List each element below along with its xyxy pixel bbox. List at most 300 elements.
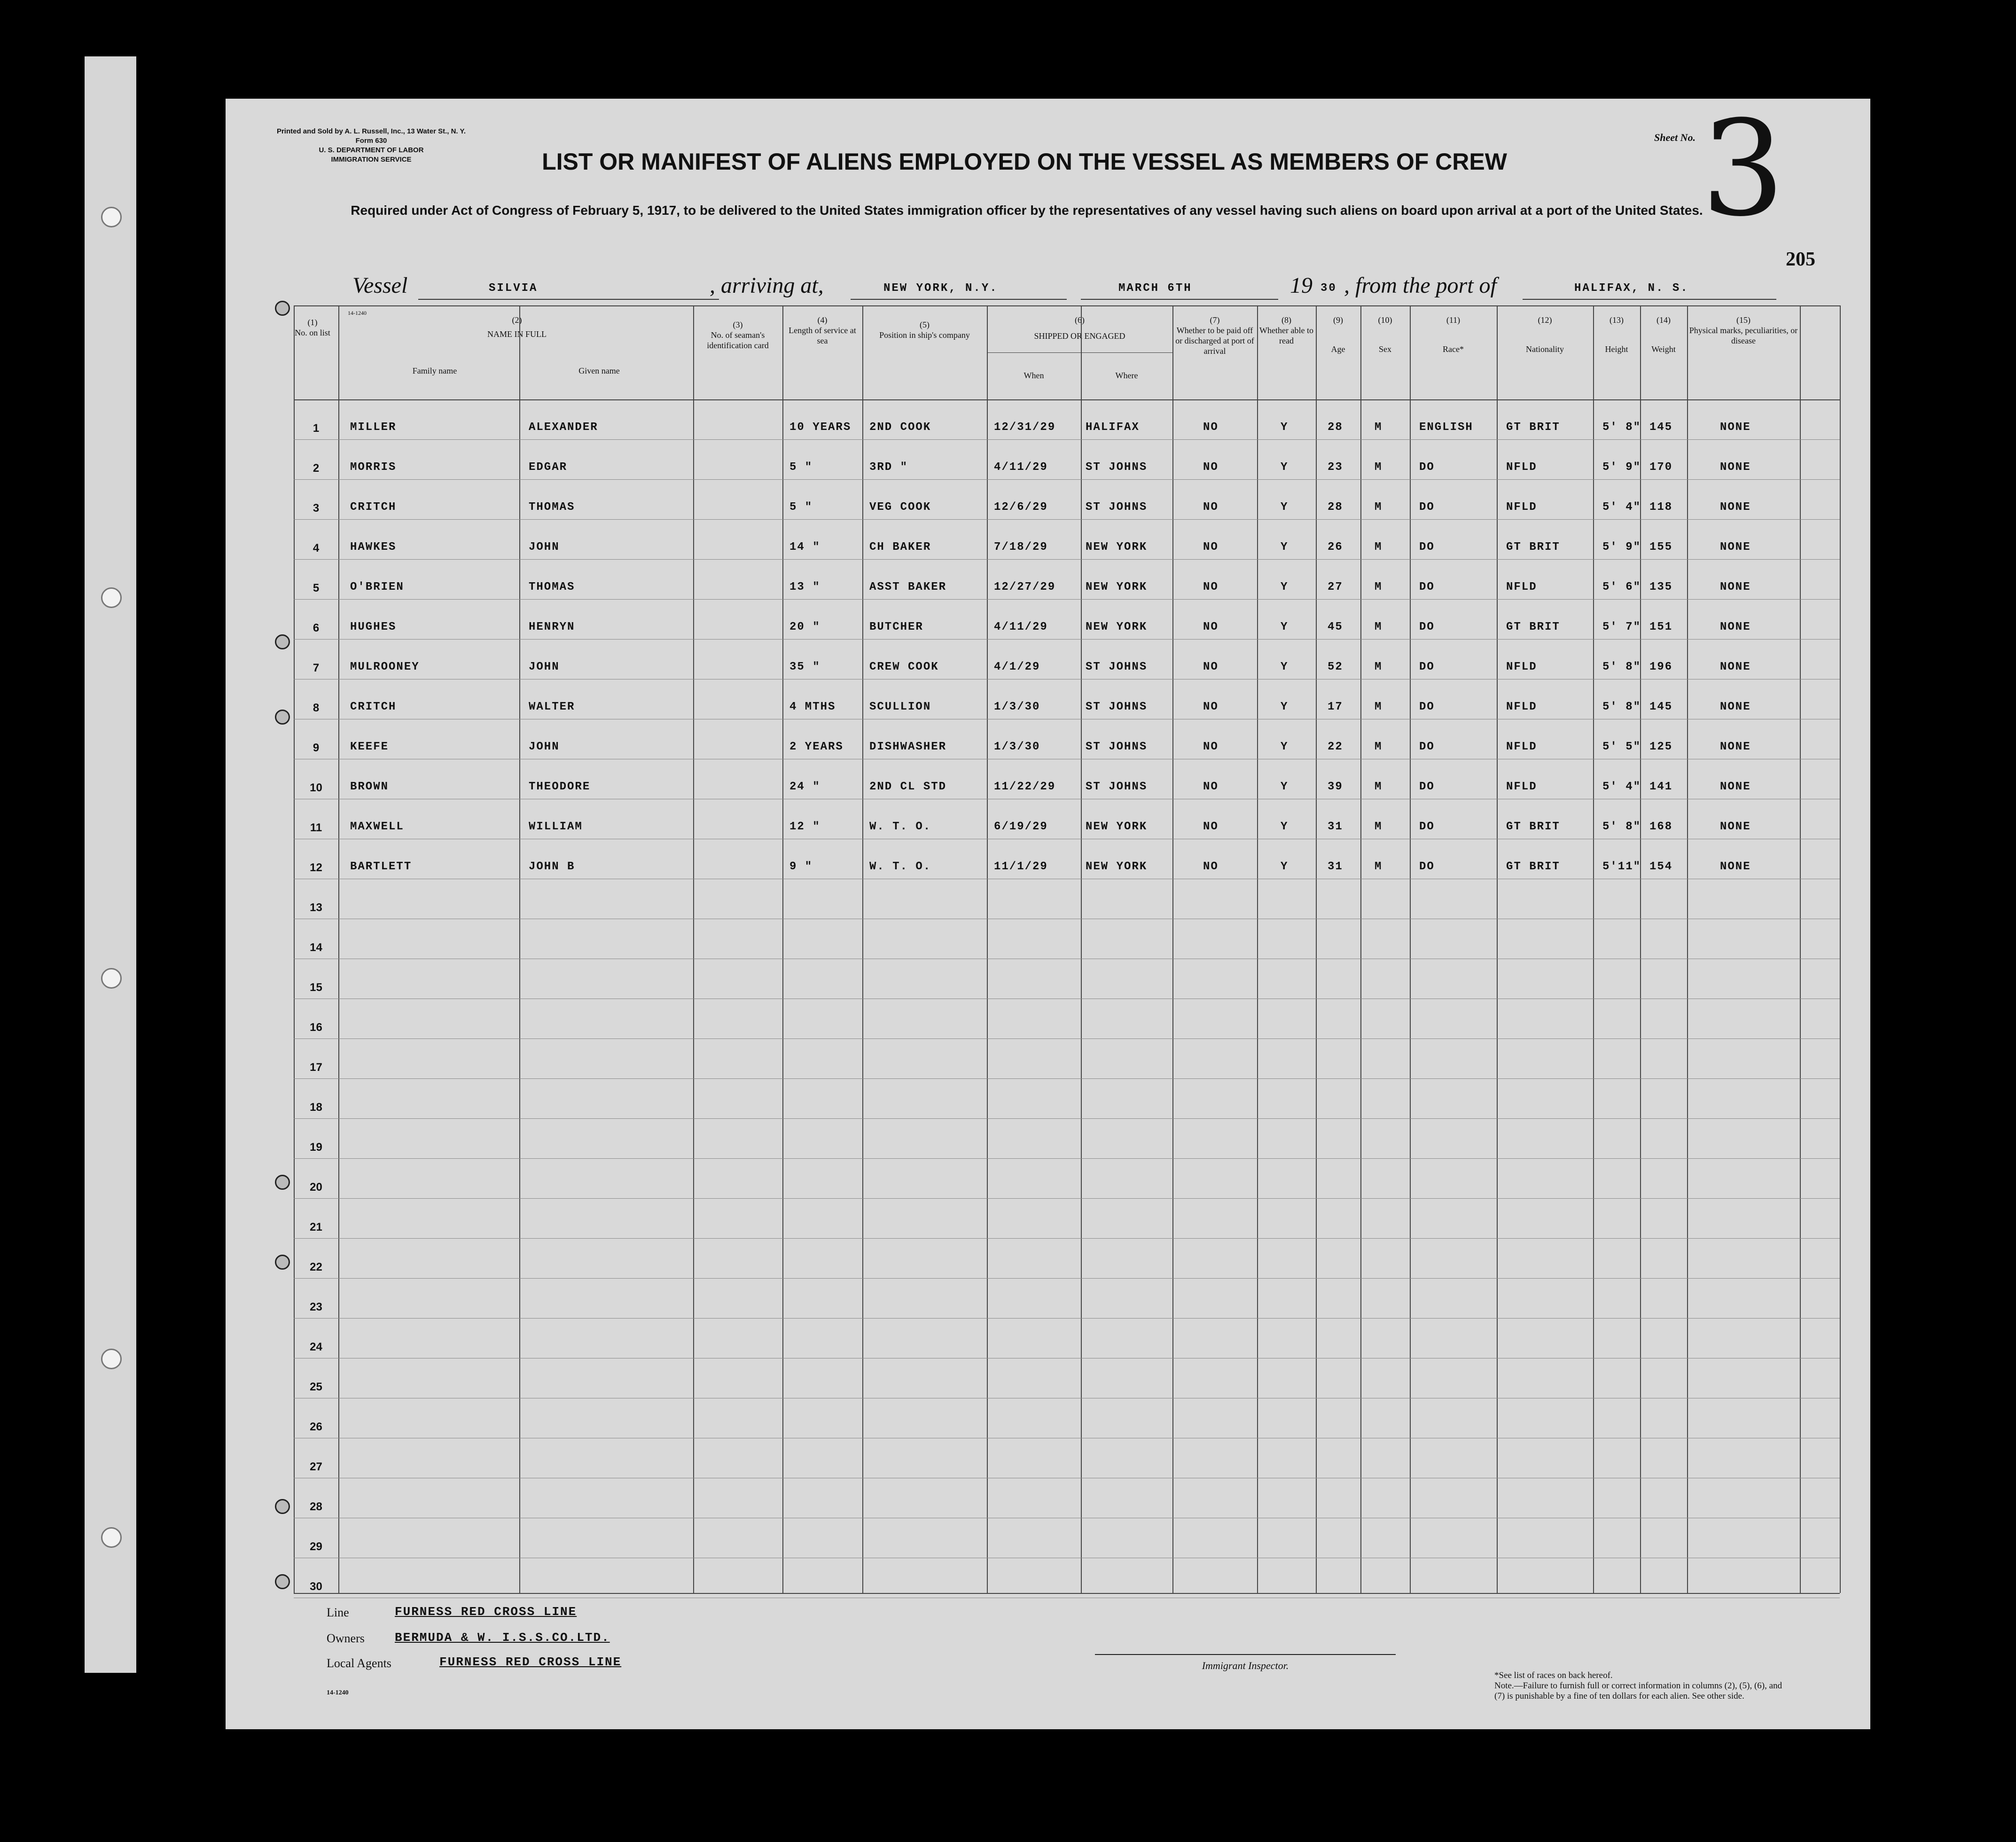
col3-label: No. of seaman's identification card	[707, 330, 769, 350]
cell-position: VEG COOK	[869, 501, 931, 514]
cell-family: CRITCH	[350, 501, 397, 514]
form-subtitle: Required under Act of Congress of February 5, 1917, to be delivered to the United States immigration officer by the representatives of any vessel having such aliens on board upon arrival at a port of the United States.	[351, 203, 1703, 218]
row-number: 20	[310, 1181, 322, 1194]
binding-hole	[101, 968, 122, 989]
col11-header	[1410, 315, 1497, 354]
row-rule	[294, 599, 1840, 600]
cell-nationality: GT BRIT	[1506, 820, 1560, 833]
cell-paid: NO	[1203, 661, 1219, 673]
from-port: HALIFAX, N. S.	[1574, 282, 1689, 295]
cell-weight: 118	[1649, 501, 1673, 514]
cell-family: HUGHES	[350, 621, 397, 633]
row-number: 6	[313, 622, 320, 634]
cell-marks: NONE	[1720, 781, 1751, 793]
row-number: 14	[310, 941, 322, 954]
col11-number: (11)	[1446, 315, 1461, 325]
cell-sex: M	[1375, 421, 1383, 434]
form-title: LIST OR MANIFEST OF ALIENS EMPLOYED ON THE VESSEL AS MEMBERS OF CREW	[542, 148, 1507, 175]
col6-label: SHIPPED OR ENGAGED	[1034, 331, 1125, 341]
cell-service: 5 "	[789, 461, 813, 474]
cell-read: Y	[1281, 661, 1289, 673]
page-number: 205	[1786, 249, 1815, 270]
column-rule	[1593, 305, 1594, 1593]
cell-nationality: GT BRIT	[1506, 860, 1560, 873]
cell-when: 12/6/29	[994, 501, 1048, 514]
binding-hole	[101, 207, 122, 227]
cell-where: NEW YORK	[1086, 541, 1148, 554]
col8-header	[1257, 315, 1316, 346]
manifest-sheet	[226, 93, 1870, 1729]
cell-family: BROWN	[350, 781, 389, 793]
cell-family: CRITCH	[350, 701, 397, 713]
cell-service: 5 "	[789, 501, 813, 514]
vessel-line	[226, 273, 1870, 305]
column-rule	[1081, 305, 1082, 1593]
cell-where: ST JOHNS	[1086, 741, 1148, 753]
column-rule	[519, 305, 520, 1593]
cell-given: JOHN	[529, 541, 560, 554]
col10-header	[1360, 315, 1410, 354]
cell-when: 11/22/29	[994, 781, 1056, 793]
cell-where: ST JOHNS	[1086, 781, 1148, 793]
cell-age: 52	[1328, 661, 1343, 673]
binding-hole	[101, 1349, 122, 1369]
col6-header	[987, 315, 1172, 341]
cell-sex: M	[1375, 501, 1383, 514]
cell-weight: 145	[1649, 421, 1673, 434]
arriving-at: NEW YORK, N.Y.	[883, 282, 998, 295]
cell-family: MAXWELL	[350, 820, 404, 833]
cell-where: NEW YORK	[1086, 860, 1148, 873]
cell-height: 5' 9"	[1602, 541, 1641, 554]
col1-header	[294, 317, 331, 338]
cell-weight: 196	[1649, 661, 1673, 673]
cell-age: 28	[1328, 421, 1343, 434]
cell-service: 24 "	[789, 781, 820, 793]
column-rule	[1640, 305, 1641, 1593]
cell-service: 14 "	[789, 541, 820, 554]
row-rule	[294, 399, 1840, 400]
col10-number: (10)	[1378, 315, 1392, 325]
binder-ring	[275, 634, 290, 649]
cell-position: BUTCHER	[869, 621, 923, 633]
cell-race: DO	[1419, 701, 1435, 713]
col15-header	[1687, 315, 1800, 346]
cell-paid: NO	[1203, 701, 1219, 713]
column-rule	[1316, 305, 1317, 1593]
cell-when: 1/3/30	[994, 701, 1040, 713]
col9-header	[1316, 315, 1360, 354]
line-value: FURNESS RED CROSS LINE	[395, 1605, 577, 1619]
cell-race: DO	[1419, 860, 1435, 873]
cell-family: MILLER	[350, 421, 397, 434]
column-rule	[1410, 305, 1411, 1593]
column-rule	[1360, 305, 1361, 1593]
row-number: 7	[313, 662, 320, 674]
row-number: 27	[310, 1460, 322, 1473]
row-number: 11	[310, 821, 322, 834]
cell-when: 4/11/29	[994, 621, 1048, 633]
col8-number: (8)	[1281, 315, 1291, 325]
cell-given: JOHN	[529, 661, 560, 673]
cell-where: ST JOHNS	[1086, 461, 1148, 474]
cell-age: 45	[1328, 621, 1343, 633]
cell-height: 5' 4"	[1602, 501, 1641, 514]
cell-position: 2ND COOK	[869, 421, 931, 434]
cell-age: 39	[1328, 781, 1343, 793]
date-underline	[1081, 299, 1278, 300]
cell-height: 5'11"	[1602, 860, 1641, 873]
binder-ring	[275, 1255, 290, 1270]
cell-marks: NONE	[1720, 860, 1751, 873]
row-number: 18	[310, 1101, 322, 1114]
shipped-when-header: When	[1024, 371, 1044, 380]
vessel-underline	[418, 299, 719, 300]
column-rule	[1840, 305, 1841, 1593]
row-rule	[294, 1278, 1840, 1279]
col5-label: Position in ship's company	[879, 330, 970, 340]
row-rule	[294, 559, 1840, 560]
arriving-label: , arriving at,	[710, 273, 824, 298]
row-rule	[294, 439, 1840, 440]
cell-paid: NO	[1203, 820, 1219, 833]
binder-ring	[275, 301, 290, 316]
row-number: 24	[310, 1341, 322, 1353]
row-rule	[294, 1158, 1840, 1159]
cell-given: JOHN B	[529, 860, 575, 873]
cell-nationality: NFLD	[1506, 501, 1537, 514]
sheet-label: Sheet No.	[1654, 132, 1696, 143]
grid-form-code: 14-1240	[348, 310, 367, 316]
race-note: *See list of races on back hereof.	[1494, 1670, 1613, 1680]
row-number: 22	[310, 1261, 322, 1273]
col5-number: (5)	[920, 320, 930, 329]
cell-position: W. T. O.	[869, 820, 931, 833]
binder-ring	[275, 1175, 290, 1190]
cell-race: DO	[1419, 541, 1435, 554]
cell-when: 4/11/29	[994, 461, 1048, 474]
cell-given: THOMAS	[529, 581, 575, 593]
col13-label: Height	[1605, 344, 1628, 354]
cell-position: W. T. O.	[869, 860, 931, 873]
cell-read: Y	[1281, 581, 1289, 593]
cell-read: Y	[1281, 541, 1289, 554]
cell-family: MORRIS	[350, 461, 397, 474]
column-rule	[338, 305, 339, 1593]
row-rule	[987, 352, 1172, 353]
row-number: 26	[310, 1421, 322, 1433]
col1-label: No. on list	[295, 328, 330, 337]
cell-given: EDGAR	[529, 461, 568, 474]
row-rule	[294, 1593, 1840, 1594]
cell-nationality: NFLD	[1506, 581, 1537, 593]
cell-race: ENGLISH	[1419, 421, 1473, 434]
row-number: 15	[310, 981, 322, 994]
col4-header	[782, 315, 862, 346]
binder-ring	[275, 710, 290, 725]
cell-race: DO	[1419, 501, 1435, 514]
cell-age: 27	[1328, 581, 1343, 593]
cell-when: 11/1/29	[994, 860, 1048, 873]
row-number: 10	[310, 781, 322, 794]
year-prefix: 19	[1290, 273, 1313, 298]
row-rule	[294, 1078, 1840, 1079]
col2-number: (2)	[512, 315, 522, 325]
cell-position: ASST BAKER	[869, 581, 947, 593]
row-number: 9	[313, 741, 320, 754]
cell-race: DO	[1419, 820, 1435, 833]
cell-paid: NO	[1203, 541, 1219, 554]
cell-height: 5' 8"	[1602, 820, 1641, 833]
cell-read: Y	[1281, 860, 1289, 873]
col8-label: Whether able to read	[1259, 326, 1313, 345]
cell-service: 2 YEARS	[789, 741, 844, 753]
col7-label: Whether to be paid off or discharged at port of arrival	[1175, 326, 1254, 356]
column-rule	[1687, 305, 1688, 1593]
row-number: 29	[310, 1540, 322, 1553]
cell-read: Y	[1281, 461, 1289, 474]
cell-marks: NONE	[1720, 820, 1751, 833]
cell-nationality: GT BRIT	[1506, 621, 1560, 633]
cell-given: HENRYN	[529, 621, 575, 633]
col13-number: (13)	[1610, 315, 1624, 325]
arriving-underline	[851, 299, 1067, 300]
cell-sex: M	[1375, 741, 1383, 753]
row-rule	[294, 639, 1840, 640]
cell-position: CH BAKER	[869, 541, 931, 554]
cell-marks: NONE	[1720, 741, 1751, 753]
row-number: 8	[313, 702, 320, 714]
cell-service: 4 MTHS	[789, 701, 836, 713]
department: U. S. DEPARTMENT OF LABOR	[319, 146, 424, 154]
row-number: 13	[310, 901, 322, 914]
cell-nationality: NFLD	[1506, 781, 1537, 793]
owners-value: BERMUDA & W. I.S.S.CO.LTD.	[395, 1631, 610, 1645]
row-number: 19	[310, 1141, 322, 1154]
cell-sex: M	[1375, 541, 1383, 554]
cell-height: 5' 4"	[1602, 781, 1641, 793]
col4-number: (4)	[817, 315, 828, 325]
cell-position: DISHWASHER	[869, 741, 947, 753]
row-rule	[294, 1238, 1840, 1239]
row-number: 2	[313, 462, 320, 475]
col14-header	[1640, 315, 1687, 354]
cell-position: CREW COOK	[869, 661, 939, 673]
col12-number: (12)	[1538, 315, 1552, 325]
cell-race: DO	[1419, 581, 1435, 593]
given-name-header: Given name	[578, 366, 620, 375]
cell-height: 5' 8"	[1602, 701, 1641, 713]
cell-when: 12/31/29	[994, 421, 1056, 434]
cell-race: DO	[1419, 621, 1435, 633]
column-rule	[693, 305, 694, 1593]
cell-family: BARTLETT	[350, 860, 412, 873]
cell-age: 17	[1328, 701, 1343, 713]
cell-where: NEW YORK	[1086, 820, 1148, 833]
cell-age: 26	[1328, 541, 1343, 554]
cell-position: SCULLION	[869, 701, 931, 713]
cell-marks: NONE	[1720, 501, 1751, 514]
col10-label: Sex	[1379, 344, 1391, 354]
cell-marks: NONE	[1720, 541, 1751, 554]
cell-age: 31	[1328, 820, 1343, 833]
cell-service: 10 YEARS	[789, 421, 852, 434]
col3-header	[693, 320, 782, 351]
cell-read: Y	[1281, 741, 1289, 753]
column-rule	[1800, 305, 1801, 1593]
line-label: Line	[327, 1606, 349, 1619]
cell-where: ST JOHNS	[1086, 661, 1148, 673]
cell-sex: M	[1375, 860, 1383, 873]
cell-race: DO	[1419, 461, 1435, 474]
row-number: 21	[310, 1221, 322, 1233]
cell-marks: NONE	[1720, 661, 1751, 673]
owners-label: Owners	[327, 1631, 365, 1645]
cell-height: 5' 8"	[1602, 421, 1641, 434]
cell-weight: 151	[1649, 621, 1673, 633]
cell-service: 20 "	[789, 621, 820, 633]
row-rule	[294, 1198, 1840, 1199]
col14-number: (14)	[1657, 315, 1671, 325]
family-name-header: Family name	[412, 366, 457, 375]
cell-age: 23	[1328, 461, 1343, 474]
cell-height: 5' 9"	[1602, 461, 1641, 474]
cell-nationality: GT BRIT	[1506, 421, 1560, 434]
binding-hole	[101, 1527, 122, 1548]
cell-when: 7/18/29	[994, 541, 1048, 554]
cell-read: Y	[1281, 781, 1289, 793]
cell-marks: NONE	[1720, 581, 1751, 593]
cell-family: O'BRIEN	[350, 581, 404, 593]
row-number: 16	[310, 1021, 322, 1034]
cell-nationality: GT BRIT	[1506, 541, 1560, 554]
cell-weight: 145	[1649, 701, 1673, 713]
cell-paid: NO	[1203, 741, 1219, 753]
cell-paid: NO	[1203, 501, 1219, 514]
cell-where: NEW YORK	[1086, 621, 1148, 633]
col11-label: Race*	[1443, 344, 1464, 354]
cell-paid: NO	[1203, 781, 1219, 793]
cell-marks: NONE	[1720, 701, 1751, 713]
cell-height: 5' 5"	[1602, 741, 1641, 753]
cell-family: HAWKES	[350, 541, 397, 554]
penalty-note: Note.—Failure to furnish full or correct information in columns (2), (5), (6), and (7) is punishable by a fine of ten dollars for each alien. See other side.	[1494, 1681, 1782, 1701]
form-number: Form 630	[355, 137, 387, 145]
cell-paid: NO	[1203, 860, 1219, 873]
cell-when: 1/3/30	[994, 741, 1040, 753]
col2-label: NAME IN FULL	[487, 329, 547, 339]
cell-paid: NO	[1203, 421, 1219, 434]
cell-sex: M	[1375, 661, 1383, 673]
row-number: 5	[313, 582, 320, 594]
printer-line: Printed and Sold by A. L. Russell, Inc., 13 Water St., N. Y.	[276, 127, 466, 135]
binder-ring	[275, 1574, 290, 1589]
column-rule	[1172, 305, 1173, 1593]
cell-weight: 154	[1649, 860, 1673, 873]
inspector-signature-line: Immigrant Inspector.	[1095, 1654, 1396, 1672]
vessel-name: SILVIA	[489, 282, 538, 295]
cell-read: Y	[1281, 621, 1289, 633]
cell-weight: 135	[1649, 581, 1673, 593]
cell-marks: NONE	[1720, 461, 1751, 474]
cell-given: THOMAS	[529, 501, 575, 514]
cell-read: Y	[1281, 421, 1289, 434]
col9-label: Age	[1331, 344, 1345, 354]
row-rule	[294, 305, 1840, 306]
from-label: , from the port of	[1344, 273, 1497, 298]
manifest-table	[294, 305, 1840, 1593]
cell-where: NEW YORK	[1086, 581, 1148, 593]
row-number: 4	[313, 542, 320, 554]
cell-weight: 125	[1649, 741, 1673, 753]
row-number: 23	[310, 1301, 322, 1313]
cell-height: 5' 8"	[1602, 661, 1641, 673]
cell-given: THEODORE	[529, 781, 591, 793]
cell-sex: M	[1375, 621, 1383, 633]
cell-nationality: NFLD	[1506, 701, 1537, 713]
col15-number: (15)	[1736, 315, 1750, 325]
year-suffix: 30	[1321, 282, 1337, 295]
cell-paid: NO	[1203, 581, 1219, 593]
cell-family: KEEFE	[350, 741, 389, 753]
cell-where: ST JOHNS	[1086, 501, 1148, 514]
cell-position: 2ND CL STD	[869, 781, 947, 793]
cell-position: 3RD "	[869, 461, 908, 474]
footer-form-code: 14-1240	[327, 1689, 349, 1696]
column-rule	[1497, 305, 1498, 1593]
cell-given: ALEXANDER	[529, 421, 598, 434]
cell-read: Y	[1281, 820, 1289, 833]
cell-where: HALIFAX	[1086, 421, 1140, 434]
row-number: 25	[310, 1381, 322, 1393]
cell-race: DO	[1419, 741, 1435, 753]
row-rule	[294, 1038, 1840, 1039]
cell-paid: NO	[1203, 621, 1219, 633]
row-number: 1	[313, 422, 320, 435]
cell-where: ST JOHNS	[1086, 701, 1148, 713]
row-rule	[294, 519, 1840, 520]
sheet-number: 3	[1701, 93, 1785, 246]
col7-header	[1172, 315, 1257, 356]
shipped-where-header: Where	[1115, 371, 1138, 380]
col5-header	[862, 320, 987, 340]
binding-strip	[85, 56, 136, 1673]
binder-ring	[275, 1499, 290, 1514]
cell-given: JOHN	[529, 741, 560, 753]
cell-sex: M	[1375, 820, 1383, 833]
col9-number: (9)	[1333, 315, 1343, 325]
cell-marks: NONE	[1720, 621, 1751, 633]
cell-age: 31	[1328, 860, 1343, 873]
row-number: 3	[313, 502, 320, 515]
col3-number: (3)	[733, 320, 743, 329]
cell-when: 12/27/29	[994, 581, 1056, 593]
col4-label: Length of service at sea	[789, 326, 856, 345]
row-rule	[294, 479, 1840, 480]
agents-value: FURNESS RED CROSS LINE	[439, 1655, 622, 1669]
cell-sex: M	[1375, 781, 1383, 793]
cell-height: 5' 7"	[1602, 621, 1641, 633]
column-rule	[862, 305, 863, 1593]
column-rule	[987, 305, 988, 1593]
row-rule	[294, 1318, 1840, 1319]
cell-weight: 168	[1649, 820, 1673, 833]
row-number: 28	[310, 1500, 322, 1513]
cell-height: 5' 6"	[1602, 581, 1641, 593]
cell-service: 12 "	[789, 820, 820, 833]
col12-label: Nationality	[1526, 344, 1564, 354]
cell-given: WALTER	[529, 701, 575, 713]
